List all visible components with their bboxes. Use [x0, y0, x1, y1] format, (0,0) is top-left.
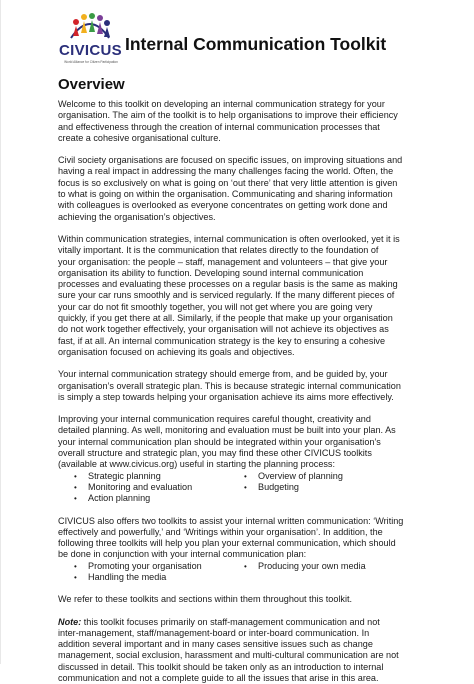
text-line: Improving your internal communication requires careful thought, creativity and	[58, 414, 371, 425]
bullet-icon: •	[74, 471, 77, 481]
paragraph-strategic-plan	[58, 369, 402, 403]
text-line: vitally important. It is the communication that relates directly to the foundation of	[58, 245, 379, 256]
text-line: Within communication strategies, internal communication is often overlooked, yet it is	[58, 233, 400, 244]
list-item-label: Handling the media	[88, 571, 167, 582]
list-item	[228, 561, 398, 572]
text-line: your organisation: the people – staff, management and volunteers – that give your	[58, 256, 388, 267]
text-line: management, social exclusion, harassment and multi-cultural communication are not	[58, 650, 399, 661]
text-line: organisation. The aim of the toolkit is to help organisations to improve their efficiency	[58, 110, 398, 121]
text-line: having a real impact in addressing the many challenges facing the world. Often, the	[58, 166, 394, 177]
text-line: fast, if at all. An internal communication strategy is the key to ensuring a cohesive	[58, 335, 386, 346]
list-item-label: Strategic planning	[88, 470, 161, 481]
text-line: organisation’s overall strategic plan. This is because strategic internal communication	[58, 380, 401, 391]
logo-tagline: World Alliance for Citizen Participation	[64, 60, 118, 64]
text-line: to what is going on within the organisation. Communicating and sharing information	[58, 189, 393, 200]
list-item-label: Overview of planning	[258, 470, 343, 481]
text-line: organisation focused on achieving its goals and objectives.	[58, 346, 295, 357]
document-title: Internal Communication Toolkit	[125, 34, 387, 54]
text-line: detailed planning. As well, monitoring and evaluation must be built into your plan. As	[58, 425, 396, 436]
list-item	[58, 471, 228, 482]
text-line: do not work together effectively, your organisation will not achieve its objectives as	[58, 324, 389, 335]
list-item-label: Monitoring and evaluation	[88, 481, 193, 492]
paragraph-note	[58, 617, 402, 684]
list-item	[58, 561, 228, 572]
text-line: Welcome to this toolkit on developing an internal communication strategy for your	[58, 99, 385, 109]
paragraph-intro	[58, 99, 402, 144]
text-line: Your internal communication strategy should emerge from, and be guided by, your	[58, 369, 388, 380]
paragraph-civicus-toolkits	[58, 516, 402, 561]
paragraph-strategies	[58, 234, 402, 358]
text-line: following three toolkits will help you plan your external communication, which should	[58, 538, 396, 549]
bullet-icon: •	[74, 482, 77, 492]
bullet-icon: •	[244, 561, 247, 571]
list-item-label: Action planning	[88, 493, 151, 504]
text-line: quickly, if you get there at all. Similarly, if the people that make up your organisation	[58, 313, 393, 324]
text-line: your car do not fit smoothly together, you will not get where you are going very	[58, 301, 373, 312]
list-item-label: Budgeting	[258, 481, 299, 492]
note-label: Note:	[58, 616, 82, 627]
text-line: addition several important and in many cases sensitive issues such as change	[58, 639, 373, 650]
paragraph-reference	[58, 594, 402, 605]
list-item	[58, 572, 228, 583]
list-item	[228, 482, 398, 493]
logo-figures-icon	[59, 8, 121, 44]
logo-wordmark: CIVICUS	[59, 42, 122, 59]
text-line: inter-management, staff/management-board or inter-board communication. In	[58, 627, 370, 638]
text-line: with colleagues is overlooked as everyone concentrates on getting work done and	[58, 200, 388, 211]
document-body	[58, 99, 402, 684]
list-item	[58, 493, 228, 504]
text-line: your internal communication plan should be integrated within your organisation’s	[58, 436, 381, 447]
text-line: sure your car runs smoothly and is serviced regularly. If the many different pieces of	[58, 290, 395, 301]
text-line: focus is so exclusively on what is going on ‘out there’ that very little attention is given	[58, 177, 398, 188]
text-line: be done in conjunction with your internal communication plan:	[58, 549, 307, 560]
text-line: organisation its ability to function. Developing sound internal communication	[58, 267, 364, 278]
text-line: (available at www.civicus.org) useful in starting the planning process:	[58, 459, 335, 470]
text-line: achieving the organisation’s objectives.	[58, 211, 216, 222]
external-toolkit-bullet-list	[58, 561, 402, 584]
toolkit-bullet-list	[58, 471, 402, 505]
text-line: We refer to these toolkits and sections within them throughout this toolkit.	[58, 594, 353, 605]
bullet-icon: •	[74, 561, 77, 571]
text-line: discussed in detail. This toolkit should be taken only as an introduction to internal	[58, 661, 384, 672]
text-line: processes and evaluating these processes on a regular basis is the same as making	[58, 279, 398, 290]
text-line: communication and not a complete guide to all the issues that arise in this area.	[58, 673, 379, 684]
note-text: this toolkit focuses primarily on staff-management communication and not	[81, 616, 380, 627]
civicus-logo	[59, 8, 121, 66]
text-line	[58, 617, 402, 628]
paragraph-improving	[58, 414, 402, 470]
section-heading: Overview	[58, 76, 125, 93]
bullet-icon: •	[244, 482, 247, 492]
bullet-icon: •	[74, 572, 77, 582]
text-line: is simply a step towards helping your organisation achieve its aims more effectively.	[58, 391, 394, 402]
text-line: and effectiveness through the creation of internal communication processes that	[58, 121, 380, 132]
list-item	[228, 471, 398, 482]
text-line: overall structure and strategic plan, you may find these other CIVICUS toolkits	[58, 448, 372, 459]
text-line: effectively and powerfully,’ and ‘Writings within your organisation’. In addition, the	[58, 526, 383, 537]
text-line: CIVICUS also offers two toolkits to assist your internal written communication: ‘Writing	[58, 515, 404, 526]
list-item-label: Promoting your organisation	[88, 560, 202, 571]
bullet-icon: •	[74, 494, 77, 504]
bullet-icon: •	[244, 471, 247, 481]
text-line: create a cohesive organisational culture.	[58, 132, 221, 143]
paragraph-civil-society	[58, 155, 402, 223]
text-line: Civil society organisations are focused on specific issues, on improving situations and	[58, 155, 403, 166]
list-item	[58, 482, 228, 493]
list-item-label: Producing your own media	[258, 560, 366, 571]
